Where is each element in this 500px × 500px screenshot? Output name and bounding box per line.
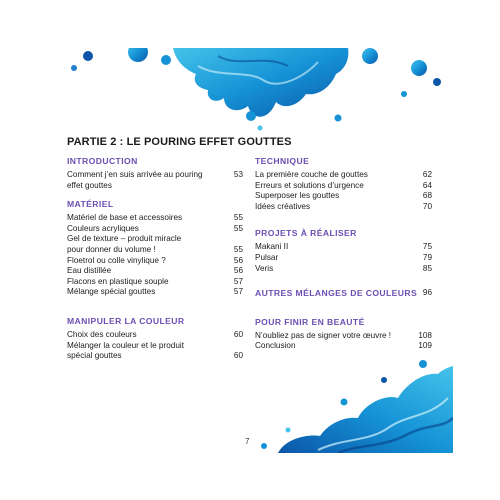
- toc-entry[interactable]: Veris 85: [255, 263, 432, 273]
- toc-entry[interactable]: Choix des couleurs 60: [67, 329, 243, 339]
- page-number: 53: [233, 170, 243, 179]
- page-number: 85: [422, 263, 432, 273]
- page-number: 70: [422, 201, 432, 211]
- toc-entry[interactable]: Floetrol ou colle vinylique ? 56: [67, 255, 243, 265]
- toc-entry[interactable]: Flacons en plastique souple 57: [67, 276, 243, 286]
- page-number: 108: [418, 330, 432, 340]
- page-number: 96: [422, 288, 432, 298]
- toc-left-column: [67, 156, 243, 362]
- page-number: 62: [422, 170, 432, 179]
- page-number: 60: [233, 329, 243, 339]
- page-number: 60: [233, 351, 243, 361]
- toc-section: [67, 316, 243, 362]
- page-number: 57: [233, 276, 243, 286]
- toc-entry[interactable]: Matériel de base et accessoires 55: [67, 213, 243, 223]
- toc-entry[interactable]: Gel de texture – produit miracle pour donner du volume ! 55: [67, 234, 243, 254]
- toc-entry[interactable]: Superposer les gouttes 68: [255, 191, 432, 201]
- section-heading-introduction: INTRODUCTION: [67, 156, 138, 166]
- toc-section: [67, 199, 243, 298]
- section-heading-manipuler-la-couleur: MANIPULER LA COULEUR: [67, 315, 185, 326]
- toc-entry[interactable]: Conclusion 109: [255, 341, 432, 351]
- page-number: 57: [233, 287, 243, 297]
- page-number: 75: [422, 242, 432, 252]
- toc-entry[interactable]: Mélange spécial gouttes 57: [67, 287, 243, 297]
- toc-section-autres-melanges[interactable]: [255, 288, 432, 299]
- section-heading-autres-melanges: AUTRES MÉLANGES DE COULEURS: [255, 288, 418, 299]
- page-number: 64: [422, 180, 432, 190]
- toc-entry[interactable]: Erreurs et solutions d’urgence 64: [255, 180, 432, 190]
- toc-section: [255, 156, 432, 212]
- page-number: 56: [233, 255, 243, 265]
- toc-entry[interactable]: Couleurs acryliques 55: [67, 223, 243, 233]
- toc-entry[interactable]: La première couche de gouttes 62: [255, 170, 432, 179]
- section-heading-projets-a-realiser: PROJETS À RÉALISER: [255, 228, 357, 239]
- toc-entry[interactable]: Pulsar 79: [255, 252, 432, 262]
- toc-entry[interactable]: Makani II 75: [255, 242, 432, 252]
- section-heading-pour-finir: POUR FINIR EN BEAUTÉ: [255, 316, 365, 327]
- paint-splash-bottom: [248, 358, 453, 453]
- toc-section: [67, 156, 243, 191]
- paint-splash-top: [48, 48, 453, 138]
- page-number-footer: 7: [245, 437, 250, 446]
- toc-entry[interactable]: Eau distillée 56: [67, 266, 243, 276]
- page-number: 55: [233, 223, 243, 233]
- section-heading-technique: TECHNIQUE: [255, 156, 310, 166]
- toc-entry[interactable]: Comment j’en suis arrivée au pouring effet gouttes 53: [67, 170, 243, 190]
- page-number: 55: [233, 244, 243, 254]
- page-number: 56: [233, 266, 243, 276]
- toc-entry[interactable]: Idées créatives 70: [255, 201, 432, 211]
- toc-section: [255, 228, 432, 274]
- page-number: 68: [422, 191, 432, 201]
- page-number: 55: [233, 213, 243, 223]
- page-number: 79: [422, 252, 432, 262]
- toc-entry[interactable]: N’oubliez pas de signer votre œuvre ! 108: [255, 330, 432, 340]
- page-title: PARTIE 2 : LE POURING EFFET GOUTTES: [67, 136, 292, 148]
- toc-right-column: [255, 156, 432, 352]
- toc-entry[interactable]: Mélanger la couleur et le produit spécial gouttes 60: [67, 340, 243, 361]
- section-heading-materiel: MATÉRIEL: [67, 199, 114, 210]
- page-number: 109: [418, 341, 432, 351]
- toc-section: [255, 317, 432, 352]
